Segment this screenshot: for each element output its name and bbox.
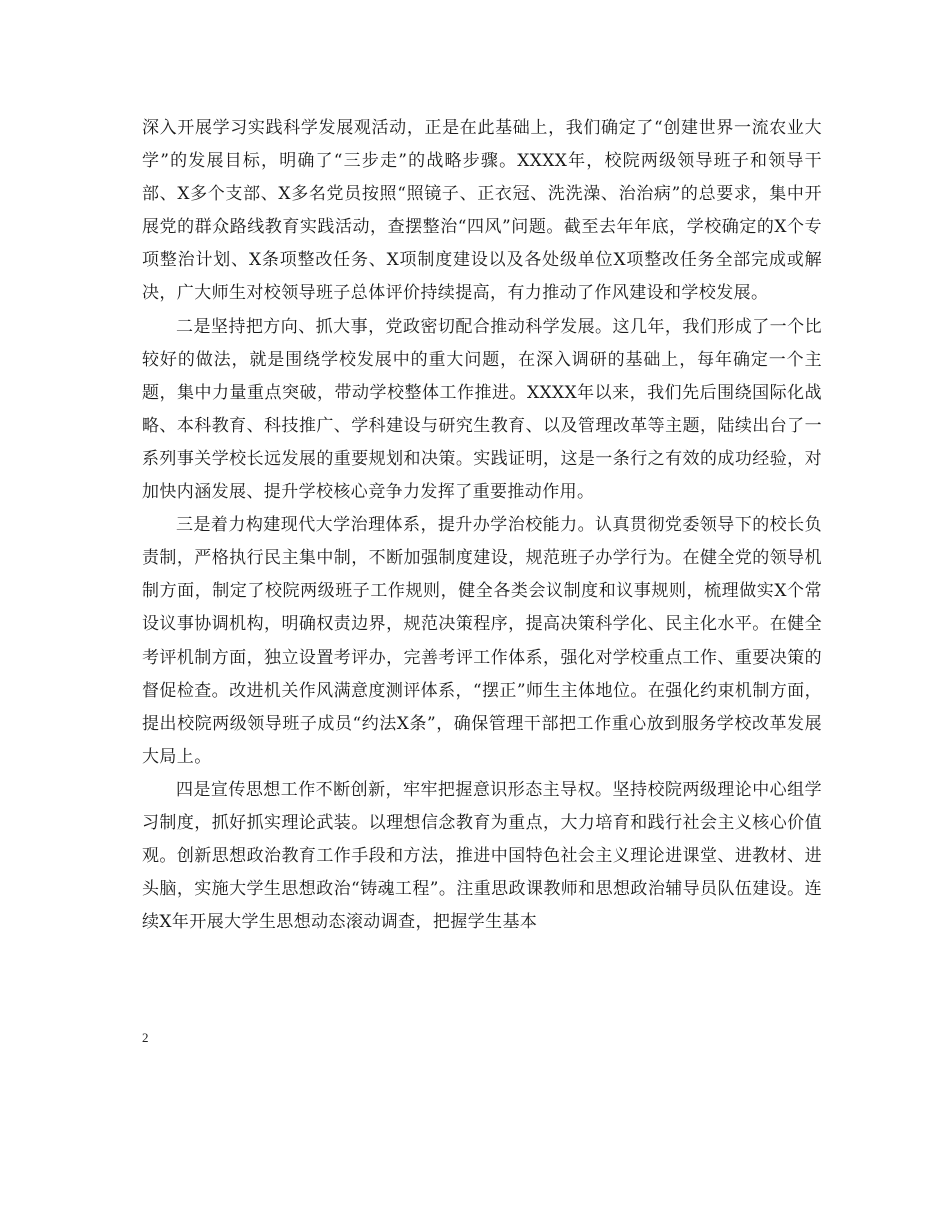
paragraph-1: 深入开展学习实践科学发展观活动，正是在此基础上，我们确定了“创建世界一流农业大学”的发展目标，明确了“三步走”的战略步骤。XXXX年，校院两级领导班子和领导干部、X多个支部、X多名党员按照“照镜子、正衣冠、洗洗澡、治治病”的总要求，集中开展党的群众路线教育实践活动，查摆整治“四风”问题。截至去年年底，学校确定的X个专项整治计划、X条项整改任务、X项制度建设以及各处级单位X项整改任务全部完成或解决，广大师生对校领导班子总体评价持续提高，有力推动了作风建设和学校发展。 bbox=[142, 118, 822, 304]
paragraph-4: 四是宣传思想工作不断创新，牢牢把握意识形态主导权。坚持校院两级理论中心组学习制度，抓好抓实理论武装。以理想信念教育为重点，大力培育和践行社会主义核心价值观。创新思想政治教育工作手段和方法，推进中国特色社会主义理论进课堂、进教材、进头脑，实施大学生思想政治“铸魂工程”。注重思政课教师和思想政治辅导员队伍建设。连续X年开展大学生思想动态滚动调查，把握学生基本 bbox=[142, 779, 822, 933]
body-text bbox=[142, 112, 822, 939]
page-number: 2 bbox=[142, 1030, 149, 1045]
paragraph-2: 二是坚持把方向、抓大事，党政密切配合推动科学发展。这几年，我们形成了一个比较好的做法，就是围绕学校发展中的重大问题，在深入调研的基础上，每年确定一个主题，集中力量重点突破，带动学校整体工作推进。XXXX年以来，我们先后围绕国际化战略、本科教育、科技推广、学科建设与研究生教育、以及管理改革等主题，陆续出台了一系列事关学校长远发展的重要规划和决策。实践证明，这是一条行之有效的成功经验，对加快内涵发展、提升学校核心竞争力发挥了重要推动作用。 bbox=[142, 316, 822, 503]
paragraph-3: 三是着力构建现代大学治理体系，提升办学治校能力。认真贯彻党委领导下的校长负责制，严格执行民主集中制，不断加强制度建设，规范班子办学行为。在健全党的领导机制方面，制定了校院两级班子工作规则，健全各类会议制度和议事规则，梳理做实X个常设议事协调机构，明确权责边界，规范决策程序，提高决策科学化、民主化水平。在健全考评机制方面，独立设置考评办，完善考评工作体系，强化对学校重点工作、重要决策的督促检查。改进机关作风满意度测评体系，“摆正”师生主体地位。在强化约束机制方面，提出校院两级领导班子成员“约法X条”，确保管理干部把工作重心放到服务学校改革发展大局上。 bbox=[142, 515, 822, 767]
